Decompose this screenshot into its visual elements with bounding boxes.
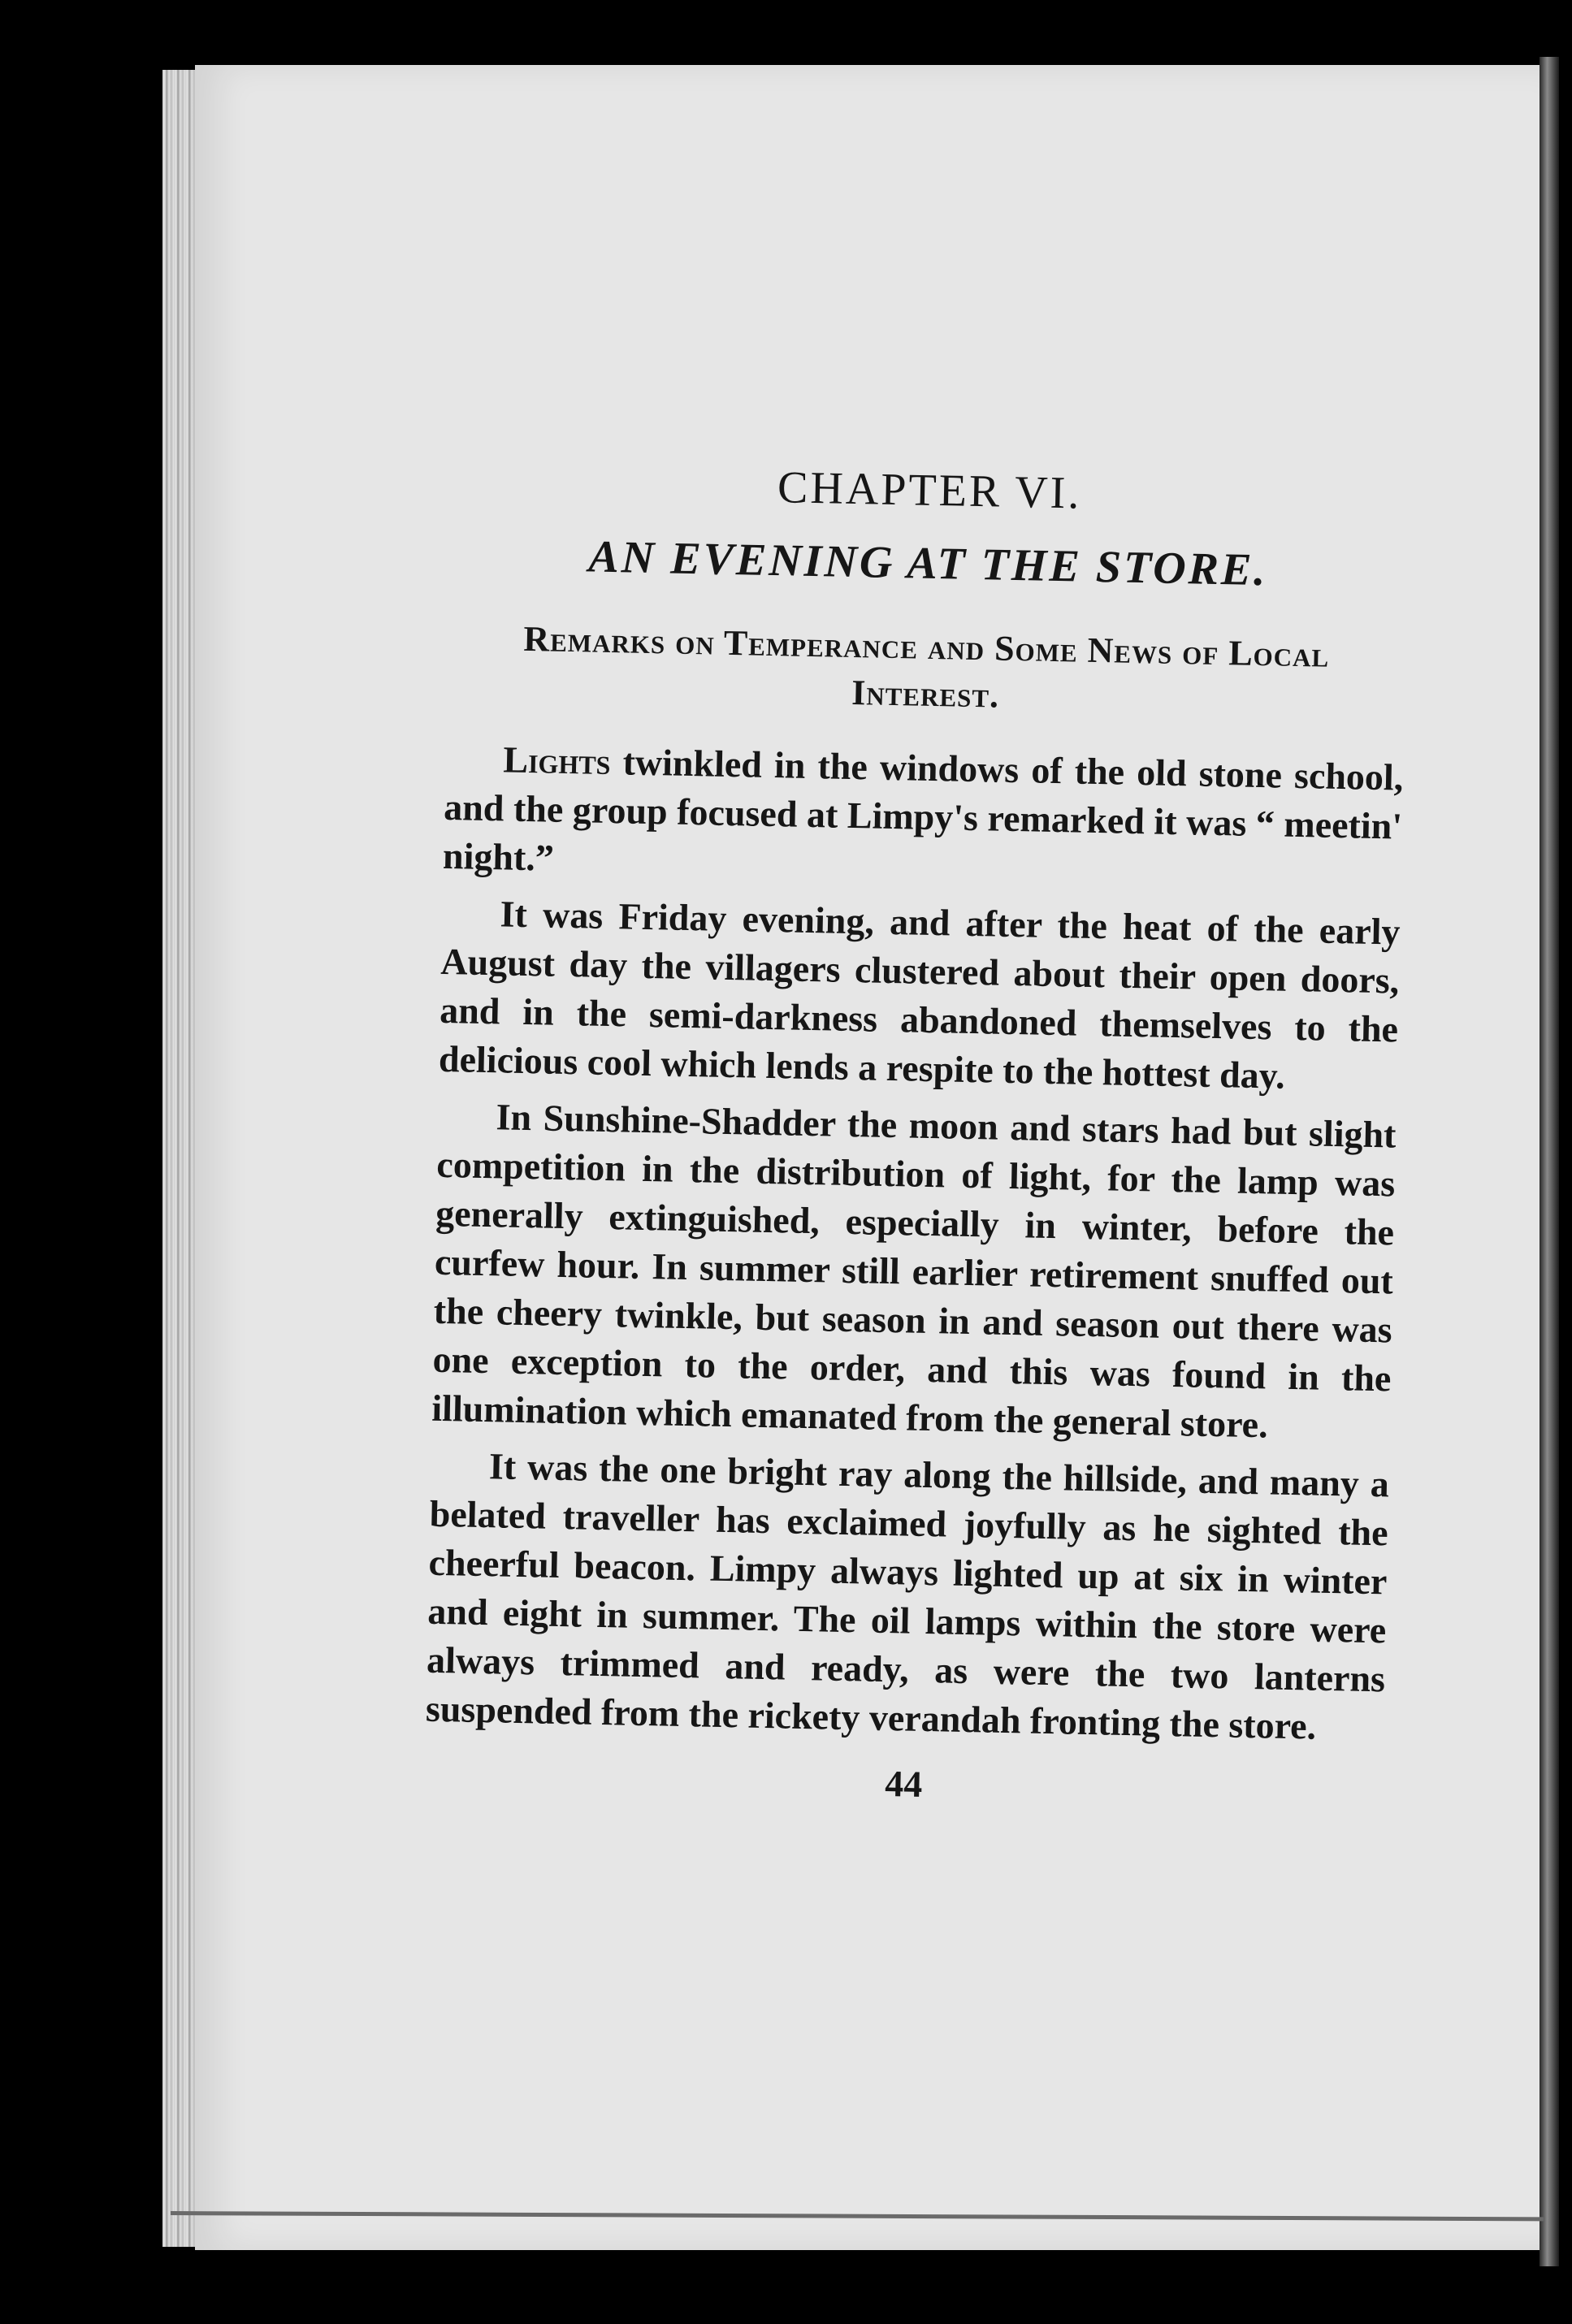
paragraph-text: twinkled in the windows of the old stone school, and the group focused at Limpy's remarked it was “ meetin' night.” (442, 741, 1404, 879)
paragraph-3 (431, 1092, 1397, 1452)
paragraph-text: In Sunshine-Shadder the moon and stars had but slight competition in the distribution of light, for the lamp was generally extinguished, especially in winter, before the curfew hour. In summer still earlier retirement snuffed out the cheery twinkle, but season in and season out there was one exception to the order, and this was found in the illumination which emanated from the general store. (431, 1096, 1397, 1446)
page-content (424, 455, 1410, 1815)
paragraph-4 (425, 1441, 1389, 1753)
paragraph-2 (438, 889, 1401, 1103)
paragraph-text: It was the one bright ray along the hillside, and many a belated traveller has exclaimed joyfully as he sighted the cheerful beacon. Limpy always lighted up at six in winter and eight in summer. The oil lamps within the store were always trimmed and ready, as were the two lanterns suspended from the rickety verandah fronting the store. (425, 1445, 1390, 1747)
chapter-number: CHAPTER VI. (777, 462, 1082, 519)
chapter-title: AN EVENING AT THE STORE. (587, 531, 1268, 596)
book-spine-edge (1540, 57, 1559, 2266)
paragraph-text: It was Friday evening, and after the heat of the early August day the villagers clustered about their open doors, and in the semi-darkness abandoned themselves to the delicious cool which lends a respite to the hottest day. (438, 893, 1401, 1097)
page-number: 44 (884, 1763, 923, 1805)
paragraph-1 (442, 734, 1403, 900)
paragraph-lead-word: Lights (502, 738, 612, 783)
chapter-subtitle: Remarks on Temperance and Some News of Local Interest. (522, 618, 1330, 716)
